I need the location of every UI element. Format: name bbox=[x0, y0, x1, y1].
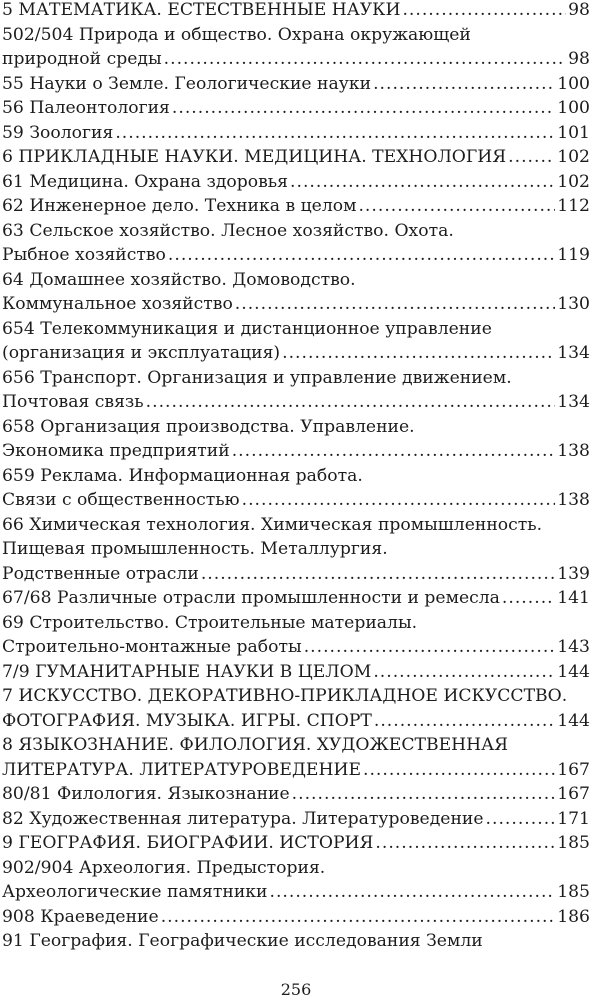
toc-entry-title-line: ФОТОГРАФИЯ. МУЗЫКА. ИГРЫ. СПОРТ bbox=[2, 710, 372, 731]
dot-leader bbox=[290, 170, 555, 195]
toc-entry bbox=[2, 831, 590, 856]
toc-entry-title-line: 91 География. Географические исследования Земли bbox=[2, 931, 483, 951]
toc-entry-page: 138 bbox=[557, 490, 590, 510]
toc-entry-page: 185 bbox=[557, 882, 590, 902]
toc-entry-page: 139 bbox=[557, 563, 590, 584]
toc-entry bbox=[2, 660, 590, 685]
toc-entry-title-line: 7/9 ГУМАНИТАРНЫЕ НАУКИ В ЦЕЛОМ bbox=[2, 661, 372, 682]
toc-entry-page: 186 bbox=[557, 906, 590, 927]
toc-entry bbox=[2, 807, 590, 832]
toc-entry-title-line: 67/68 Различные отрасли промышленности и ремесла bbox=[2, 588, 500, 608]
toc-entry-title-line: 658 Организация производства. Управление. bbox=[2, 416, 415, 437]
toc-entry-row bbox=[2, 145, 590, 170]
dot-leader bbox=[232, 439, 555, 464]
toc-entry-title-line: 659 Реклама. Информационная работа. bbox=[2, 465, 363, 486]
toc-entry bbox=[2, 72, 590, 97]
toc-entry-page: 112 bbox=[557, 196, 590, 216]
dot-leader bbox=[146, 390, 556, 415]
dot-leader bbox=[508, 145, 555, 170]
toc-entry bbox=[2, 366, 590, 415]
dot-leader bbox=[235, 292, 555, 317]
toc-entry-title-line: 502/504 Природа и общество. Охрана окружающей bbox=[2, 24, 471, 45]
toc-entry-title-line: 7 ИСКУССТВО. ДЕКОРАТИВНО-ПРИКЛАДНОЕ ИСКУССТВО. bbox=[2, 686, 568, 706]
toc-entry-title-line: Экономика предприятий bbox=[2, 441, 230, 461]
toc-entry bbox=[2, 219, 590, 268]
dot-leader bbox=[373, 660, 555, 685]
toc-entry bbox=[2, 145, 590, 170]
toc-entry-page: 185 bbox=[557, 833, 590, 853]
toc-entry-row bbox=[2, 880, 590, 905]
toc-entry bbox=[2, 684, 590, 733]
toc-entry-row bbox=[2, 47, 590, 72]
dot-leader bbox=[269, 880, 555, 905]
toc-entry-row bbox=[2, 782, 590, 807]
toc-entry bbox=[2, 856, 590, 905]
dot-leader bbox=[502, 586, 555, 611]
toc-entry bbox=[2, 586, 590, 611]
dot-leader bbox=[358, 194, 555, 219]
toc-entry-row bbox=[2, 488, 590, 513]
toc-entry-page: 119 bbox=[557, 245, 590, 265]
toc-entry-title-line: 5 МАТЕМАТИКА. ЕСТЕСТВЕННЫЕ НАУКИ bbox=[2, 0, 401, 20]
dot-leader bbox=[375, 831, 555, 856]
dot-leader bbox=[363, 758, 555, 783]
toc-entry-row bbox=[2, 96, 590, 121]
toc-entry-title-line: 902/904 Археология. Предыстория. bbox=[2, 857, 326, 878]
dot-leader bbox=[292, 782, 556, 807]
toc-entry-title-line: Рыбное хозяйство bbox=[2, 245, 166, 265]
toc-entry-title-line: Родственные отрасли bbox=[2, 563, 199, 584]
toc-entry-row bbox=[2, 439, 590, 464]
dot-leader bbox=[374, 709, 555, 734]
toc-entry-row bbox=[2, 562, 590, 587]
toc-entry bbox=[2, 121, 590, 146]
toc-entry bbox=[2, 733, 590, 782]
dot-leader bbox=[164, 47, 566, 72]
toc-entry-page: 101 bbox=[557, 122, 590, 143]
toc-entry-title-line: 9 ГЕОГРАФИЯ. БИОГРАФИИ. ИСТОРИЯ bbox=[2, 833, 374, 853]
toc-entry-title-line: Связи с общественностью bbox=[2, 490, 240, 510]
toc-entry-title-line: 66 Химическая технология. Химическая промышленность. bbox=[2, 514, 543, 535]
dot-leader bbox=[304, 635, 556, 660]
toc-entry-page: 144 bbox=[557, 710, 590, 731]
toc-entry-title-line: 908 Краеведение bbox=[2, 906, 159, 927]
toc-entry-page: 138 bbox=[557, 441, 590, 461]
toc-entry-page: 167 bbox=[557, 759, 590, 780]
toc-entry bbox=[2, 0, 590, 23]
toc-entry-title-line: 56 Палеонтология bbox=[2, 98, 170, 118]
dot-leader bbox=[115, 121, 555, 146]
dot-leader bbox=[201, 562, 555, 587]
toc-entry-title-line: 59 Зоология bbox=[2, 122, 114, 143]
toc-entry-row bbox=[2, 121, 590, 146]
toc-entry-title-line: 656 Транспорт. Организация и управление движением. bbox=[2, 367, 512, 388]
toc-entry-title-line: природной среды bbox=[2, 49, 162, 69]
toc-entry-title-line: (организация и эксплуатация) bbox=[2, 343, 281, 363]
toc-entry-row bbox=[2, 292, 590, 317]
toc-entry bbox=[2, 170, 590, 195]
toc-entry-title-line: 82 Художественная литература. Литературоведение bbox=[2, 808, 484, 829]
dot-leader bbox=[282, 341, 555, 366]
toc-entry bbox=[2, 96, 590, 121]
toc-entry-page: 134 bbox=[557, 392, 590, 412]
toc-entry bbox=[2, 513, 590, 587]
toc-entry-row bbox=[2, 831, 590, 856]
toc-entry bbox=[2, 905, 590, 930]
toc-entry-row bbox=[2, 905, 590, 930]
toc-entry-row bbox=[2, 170, 590, 195]
toc-entry-title-line: 62 Инженерное дело. Техника в целом bbox=[2, 196, 357, 216]
toc-entry-page: 130 bbox=[557, 294, 590, 314]
toc-entry-title-line: 69 Строительство. Строительные материалы. bbox=[2, 612, 418, 633]
toc-entry-row bbox=[2, 660, 590, 685]
toc-entry-title-line: Почтовая связь bbox=[2, 392, 144, 412]
toc-entry-page: 134 bbox=[557, 343, 590, 363]
dot-leader bbox=[161, 905, 556, 930]
toc-entry-page: 100 bbox=[557, 73, 590, 94]
dot-leader bbox=[486, 807, 556, 832]
dot-leader bbox=[373, 72, 555, 97]
toc-entry-row bbox=[2, 709, 590, 734]
toc-entry-page: 143 bbox=[557, 637, 590, 657]
toc-entry bbox=[2, 782, 590, 807]
dot-leader bbox=[242, 488, 556, 513]
toc-entry-title-line: Коммунальное хозяйство bbox=[2, 294, 233, 314]
toc-entry-page: 171 bbox=[557, 808, 590, 829]
toc-entry-page: 98 bbox=[568, 0, 590, 20]
toc-entry-row bbox=[2, 635, 590, 660]
page-number: 256 bbox=[280, 980, 312, 999]
toc-entry bbox=[2, 194, 590, 219]
toc-entry-title-line: 6 ПРИКЛАДНЫЕ НАУКИ. МЕДИЦИНА. ТЕХНОЛОГИЯ bbox=[2, 147, 507, 167]
toc-entry-row bbox=[2, 807, 590, 832]
toc-entry bbox=[2, 23, 590, 72]
toc-entry bbox=[2, 929, 590, 954]
toc-entry bbox=[2, 464, 590, 513]
toc-entry-row bbox=[2, 194, 590, 219]
toc-entry-title-line: Археологические памятники bbox=[2, 882, 268, 902]
toc-entry-row bbox=[2, 341, 590, 366]
toc-entry-row bbox=[2, 243, 590, 268]
toc-entry-title-line: 55 Науки о Земле. Геологические науки bbox=[2, 73, 372, 94]
table-of-contents bbox=[2, 0, 590, 954]
toc-entry bbox=[2, 268, 590, 317]
toc-entry-title-line: 80/81 Филология. Языкознание bbox=[2, 784, 290, 804]
toc-entry-page: 98 bbox=[568, 49, 590, 69]
dot-leader bbox=[402, 0, 566, 23]
toc-entry-page: 102 bbox=[557, 171, 590, 192]
toc-entry-page: 100 bbox=[557, 98, 590, 118]
toc-entry-title-line: Пищевая промышленность. Металлургия. bbox=[2, 539, 388, 559]
toc-entry-title-line: 8 ЯЗЫКОЗНАНИЕ. ФИЛОЛОГИЯ. ХУДОЖЕСТВЕННАЯ bbox=[2, 735, 508, 755]
toc-entry bbox=[2, 611, 590, 660]
toc-entry-row bbox=[2, 758, 590, 783]
toc-entry bbox=[2, 317, 590, 366]
toc-entry-title-line: 64 Домашнее хозяйство. Домоводство. bbox=[2, 269, 356, 290]
toc-entry bbox=[2, 415, 590, 464]
toc-entry-row bbox=[2, 586, 590, 611]
toc-entry-title-line: 61 Медицина. Охрана здоровья bbox=[2, 171, 289, 192]
toc-entry-row bbox=[2, 72, 590, 97]
toc-entry-page: 102 bbox=[557, 147, 590, 167]
toc-entry-page: 141 bbox=[557, 588, 590, 608]
toc-entry-title-line: 63 Сельское хозяйство. Лесное хозяйство. Охота. bbox=[2, 220, 454, 241]
dot-leader bbox=[168, 243, 555, 268]
toc-entry-title-line: 654 Телекоммуникация и дистанционное управление bbox=[2, 318, 492, 339]
toc-entry-page: 144 bbox=[557, 661, 590, 682]
toc-entry-title-line: ЛИТЕРАТУРА. ЛИТЕРАТУРОВЕДЕНИЕ bbox=[2, 759, 361, 780]
toc-entry-title-line: Строительно-монтажные работы bbox=[2, 637, 302, 657]
toc-entry-row bbox=[2, 0, 590, 23]
toc-entry-page: 167 bbox=[557, 784, 590, 804]
toc-entry-row bbox=[2, 390, 590, 415]
dot-leader bbox=[172, 96, 555, 121]
